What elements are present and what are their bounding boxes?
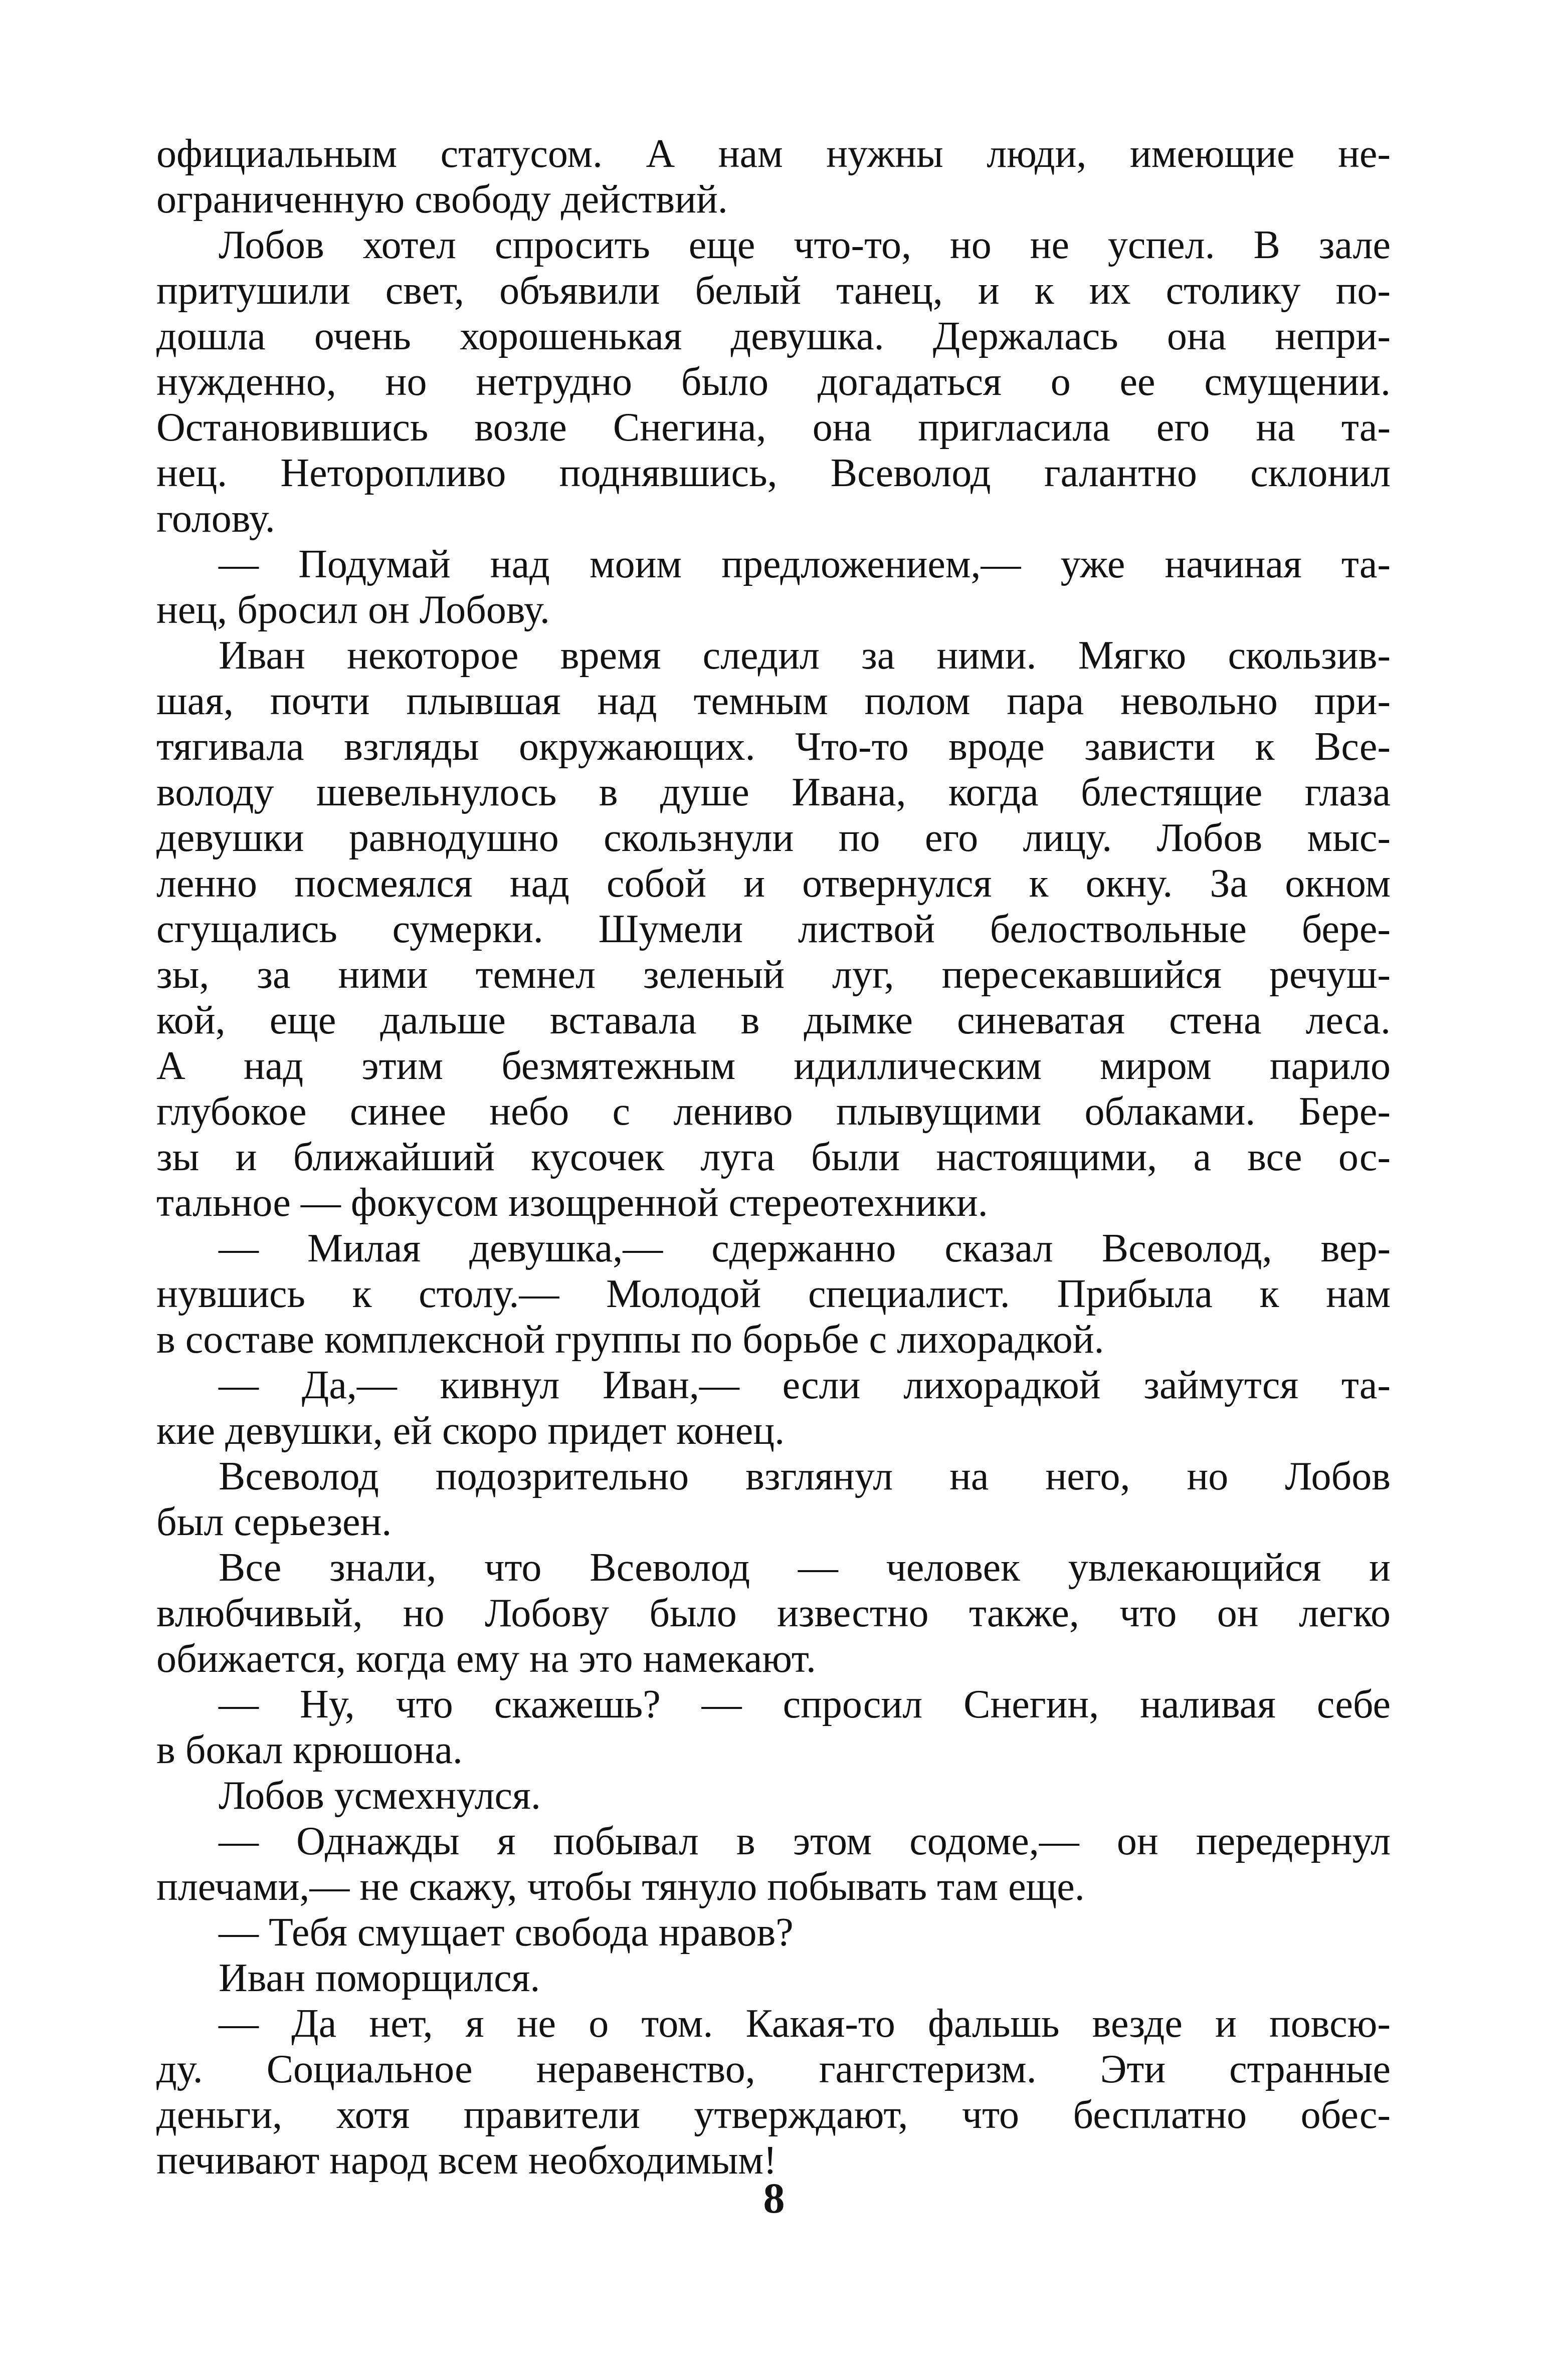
text-line-content: печивают народ всем необходимым! — [156, 2138, 777, 2183]
text-line — [156, 1180, 1391, 1226]
text-line — [156, 861, 1391, 907]
text-line-content: глубокое синее небо с лениво плывущими облаками. Бере- — [156, 1090, 1391, 1134]
text-line — [156, 1591, 1391, 1636]
text-line — [156, 1682, 1391, 1727]
text-line — [156, 770, 1391, 815]
text-line — [156, 1363, 1391, 1408]
text-line — [156, 1226, 1391, 1271]
text-line-content: притушили свет, объявили белый танец, и к их столику по- — [156, 269, 1391, 313]
text-line-content: девушки равнодушно скользнули по его лицу. Лобов мыс- — [156, 816, 1391, 860]
text-line-content: официальным статусом. А нам нужны люди, имеющие не- — [156, 132, 1391, 176]
text-line — [156, 587, 1391, 633]
text-line-content: — Да,— кивнул Иван,— если лихорадкой займутся та- — [219, 1363, 1391, 1407]
text-line — [156, 131, 1391, 177]
text-line-content: — Да нет, я не о том. Какая-то фальшь везде и повсю- — [219, 2002, 1391, 2046]
text-line — [156, 1317, 1391, 1363]
text-line — [156, 2001, 1391, 2047]
text-line-content: А над этим безмятежным идиллическим миром парило — [156, 1044, 1391, 1088]
text-line — [156, 1408, 1391, 1454]
text-line — [156, 815, 1391, 861]
text-line-content: плечами,— не скажу, чтобы тянуло побывать там еще. — [156, 1865, 1085, 1909]
text-line — [156, 1135, 1391, 1180]
text-line — [156, 496, 1391, 542]
text-line-content: тягивала взгляды окружающих. Что-то вроде зависти к Все- — [156, 725, 1391, 769]
text-line-content: влюбчивый, но Лобову было известно также, что он легко — [156, 1591, 1391, 1635]
text-line-content: кой, еще дальше вставала в дымке синеватая стена леса. — [156, 998, 1391, 1042]
text-line-content: нец. Неторопливо поднявшись, Всеволод галантно склонил — [156, 451, 1391, 495]
text-line-content: ленно посмеялся над собой и отвернулся к окну. За окном — [156, 861, 1391, 906]
text-line — [156, 1271, 1391, 1317]
text-line — [156, 542, 1391, 587]
text-line-content: володу шевельнулось в душе Ивана, когда блестящие глаза — [156, 770, 1391, 814]
page-number: 8 — [763, 2174, 785, 2222]
text-line — [156, 314, 1391, 359]
text-line — [156, 1043, 1391, 1089]
text-line-content: шая, почти плывшая над темным полом пара невольно при- — [156, 679, 1391, 723]
text-line-content: ду. Социальное неравенство, гангстеризм. Эти странные — [156, 2047, 1391, 2091]
text-line-content: Иван некоторое время следил за ними. Мягко скользив- — [219, 633, 1391, 678]
text-line-content: в бокал крюшона. — [156, 1728, 463, 1772]
text-line — [156, 2092, 1391, 2138]
text-line — [156, 679, 1391, 724]
text-line — [156, 2047, 1391, 2092]
text-line — [156, 1773, 1391, 1819]
text-line-content: — Тебя смущает свобода нравов? — [219, 1910, 794, 1955]
text-line-content: — Милая девушка,— сдержанно сказал Всеволод, вер- — [219, 1226, 1391, 1270]
text-line-content: ограниченную свободу действий. — [156, 177, 728, 222]
text-line — [156, 405, 1391, 451]
text-line-content: Остановившись возле Снегина, она пригласила его на та- — [156, 405, 1391, 450]
text-line — [156, 724, 1391, 770]
text-line-content: зы, за ними темнел зеленый луг, пересекавшийся речуш- — [156, 953, 1391, 997]
text-line-content: нужденно, но нетрудно было догадаться о ее смущении. — [156, 360, 1391, 404]
text-line — [156, 1636, 1391, 1682]
text-line-content: Лобов усмехнулся. — [219, 1774, 541, 1818]
text-line — [156, 1454, 1391, 1499]
text-line-content: зы и ближайший кусочек луга были настоящими, а все ос- — [156, 1135, 1391, 1179]
text-line — [156, 1727, 1391, 1773]
text-line — [156, 633, 1391, 679]
text-line-content: — Подумай над моим предложением,— уже начиная та- — [219, 542, 1391, 586]
text-line-content: нувшись к столу.— Молодой специалист. Прибыла к нам — [156, 1272, 1391, 1316]
text-line — [156, 1956, 1391, 2001]
text-line — [156, 1499, 1391, 1545]
text-line — [156, 907, 1391, 952]
text-line — [156, 1089, 1391, 1135]
text-line-content: кие девушки, ей скоро придет конец. — [156, 1409, 785, 1453]
text-line — [156, 359, 1391, 405]
text-line-content: Лобов хотел спросить еще что-то, но не успел. В зале — [219, 223, 1391, 267]
text-line — [156, 1819, 1391, 1864]
text-line — [156, 952, 1391, 998]
text-line-content: обижается, когда ему на это намекают. — [156, 1637, 816, 1681]
text-line-content: — Ну, что скажешь? — спросил Снегин, наливая себе — [219, 1682, 1391, 1726]
text-line — [156, 177, 1391, 223]
text-line-content: сгущались сумерки. Шумели листвой белоствольные бере- — [156, 907, 1391, 951]
text-line-content: дошла очень хорошенькая девушка. Держалась она непри- — [156, 314, 1391, 358]
text-line — [156, 268, 1391, 314]
body-text — [156, 131, 1391, 2184]
text-line-content: — Однажды я побывал в этом содоме,— он передернул — [219, 1819, 1391, 1863]
text-line-content: тальное — фокусом изощренной стереотехники. — [156, 1181, 988, 1225]
text-line — [156, 1864, 1391, 1910]
text-line — [156, 1910, 1391, 1956]
text-line — [156, 1545, 1391, 1591]
text-line-content: деньги, хотя правители утверждают, что бесплатно обес- — [156, 2093, 1391, 2137]
text-line-content: Всеволод подозрительно взглянул на него, но Лобов — [219, 1454, 1391, 1498]
text-line-content: нец, бросил он Лобову. — [156, 588, 550, 632]
text-line-content: был серьезен. — [156, 1500, 392, 1544]
text-line-content: Иван поморщился. — [219, 1956, 540, 2000]
text-line-content: в составе комплексной группы по борьбе с лихорадкой. — [156, 1318, 1104, 1362]
text-line-content: Все знали, что Всеволод — человек увлекающийся и — [219, 1546, 1391, 1590]
text-line — [156, 223, 1391, 268]
text-line — [156, 451, 1391, 496]
text-line-content: голову. — [156, 497, 275, 541]
text-line — [156, 998, 1391, 1043]
